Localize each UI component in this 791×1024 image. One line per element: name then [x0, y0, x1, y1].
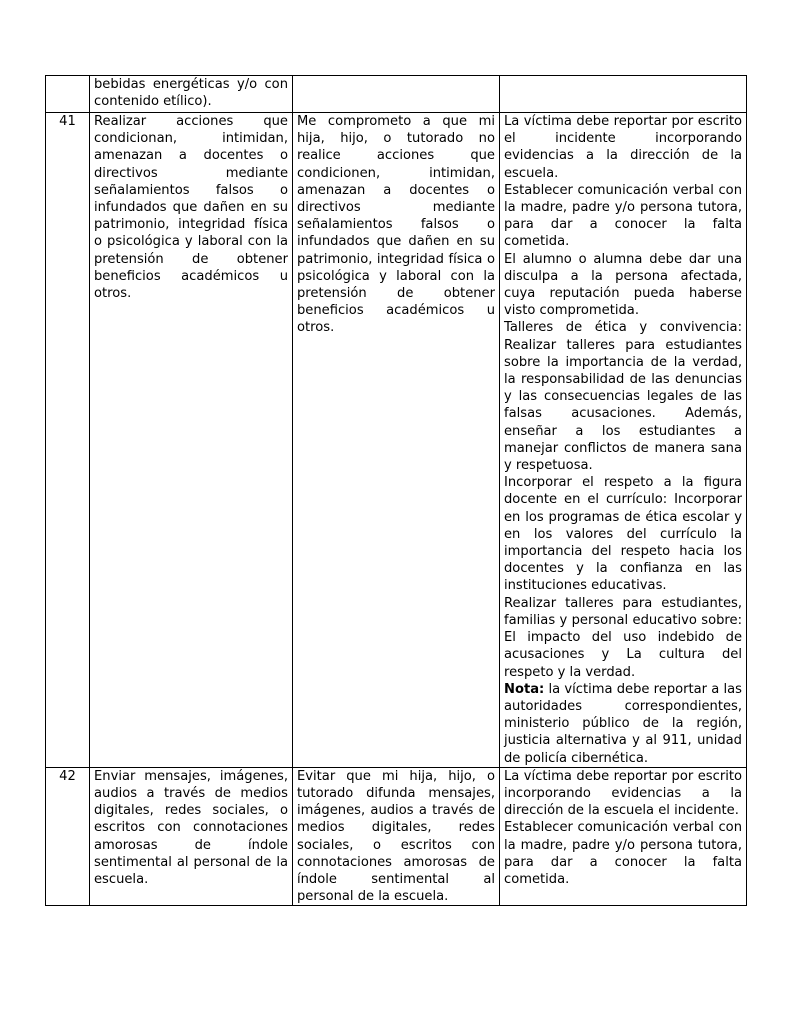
note-text: la víctima debe reportar a las autoridades correspondientes, ministerio público de la región, justicia alternativa y al 911, unidad de policía cibernética.: [504, 681, 742, 766]
note-label: Nota:: [504, 681, 545, 697]
table-row: [46, 767, 747, 906]
action-paragraph: Establecer comunicación verbal con la madre, padre y/o persona tutora, para dar a conocer la falta cometida.: [504, 182, 742, 250]
row-number: 42: [46, 767, 90, 906]
conduct-cell: bebidas energéticas y/o con contenido etílico).: [90, 76, 293, 113]
commitment-cell: Me comprometo a que mi hija, hijo, o tutorado no realice acciones que condicionen, intimidan, amenazan a docentes o directivos mediante señalamientos falsos o infundados que dañen en su patrimonio, integridad física o psicológica y laboral con la pretensión de obtener beneficios académicos u otros.: [293, 113, 500, 768]
action-paragraph: La víctima debe reportar por escrito incorporando evidencias a la dirección de la escuela el incidente.: [504, 768, 742, 819]
actions-cell: [500, 113, 747, 768]
actions-cell: [500, 76, 747, 113]
row-number: 41: [46, 113, 90, 768]
row-number: [46, 76, 90, 113]
table-row: [46, 76, 747, 113]
action-paragraph: El alumno o alumna debe dar una disculpa a la persona afectada, cuya reputación pueda haberse visto comprometida.: [504, 251, 742, 319]
table-row: [46, 113, 747, 768]
actions-cell: [500, 767, 747, 906]
commitment-cell: [293, 76, 500, 113]
action-paragraph: La víctima debe reportar por escrito el incidente incorporando evidencias a la dirección de la escuela.: [504, 114, 742, 181]
conduct-cell: Realizar acciones que condicionan, intimidan, amenazan a docentes o directivos mediante señalamientos falsos o infundados que dañen en su patrimonio, integridad física o psicológica y laboral con la pretensión de obtener beneficios académicos u otros.: [90, 113, 293, 768]
conduct-cell: Enviar mensajes, imágenes, audios a través de medios digitales, redes sociales, o escritos con connotaciones amorosas de índole sentimental al personal de la escuela.: [90, 767, 293, 906]
action-paragraph: Establecer comunicación verbal con la madre, padre y/o persona tutora, para dar a conocer la falta cometida.: [504, 820, 742, 887]
action-paragraph: Realizar talleres para estudiantes, familias y personal educativo sobre: El impacto del uso indebido de acusaciones y La cultura del respeto y la verdad.: [504, 595, 742, 680]
action-paragraph: Talleres de ética y convivencia: Realizar talleres para estudiantes sobre la importancia de la verdad, la responsabilidad de las denuncias y las consecuencias legales de las falsas acusaciones. Además, enseñar a los estudiantes a manejar conflictos de manera sana y respetuosa.: [504, 320, 742, 474]
rules-table: [45, 75, 747, 906]
commitment-cell: Evitar que mi hija, hijo, o tutorado difunda mensajes, imágenes, audios a través de medios digitales, redes sociales, o escritos con connotaciones amorosas de índole sentimental al personal de la escuela.: [293, 767, 500, 906]
cell-spacer: [504, 888, 742, 905]
note-paragraph: [504, 681, 742, 767]
action-paragraph: Incorporar el respeto a la figura docente en el currículo: Incorporar en los programas de ética escolar y en los valores del currículo la importancia del respeto hacia los docentes y la confianza en las instituciones educativas.: [504, 475, 742, 594]
